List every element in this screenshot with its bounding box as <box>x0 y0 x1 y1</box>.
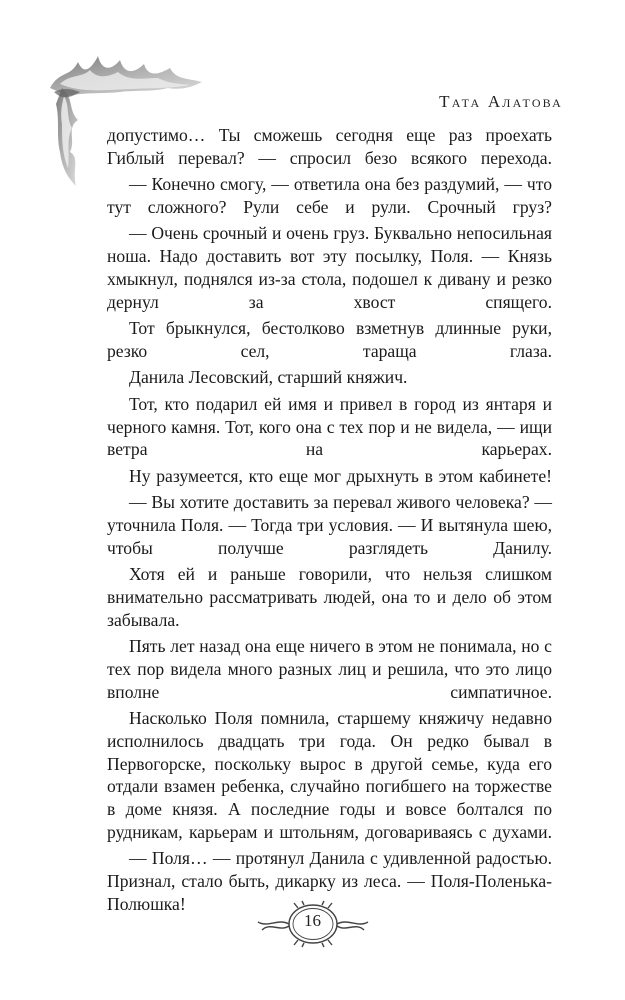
paragraph: Хотя ей и раньше говорили, что нельзя слишком внимательно рассматривать людей, она то и дело об этом забывала. <box>107 564 552 630</box>
paragraph: допустимо… Ты сможешь сегодня еще раз проехать Гиблый перевал? — спросил безо всякого перехода. <box>107 125 552 168</box>
paragraph: — Поля… — протянул Данила с удивленной радостью. Признал, стало быть, дикарку из леса. — Поля-Поленька-Полюшка! <box>107 848 552 915</box>
paragraph: — Очень срочный и очень груз. Буквально непосильная ноша. Надо доставить вот эту посылку, Поля. — Князь хмыкнул, поднялся из-за стола, подошел к дивану и резко дернул за хвост спящего. <box>107 223 552 312</box>
paragraph: Насколько Поля помнила, старшему княжичу недавно исполнилось двадцать три года. Он редко бывал в Первогорске, поскольку вырос в другой семье, куда его отдали взамен ребенка, случайно погибшего на торжестве в доме князя. А последние годы и вовсе болтался по рудникам, карьерам и штольням, договариваясь с духами. <box>107 708 552 843</box>
running-head: Тата Алатова <box>439 92 563 111</box>
paragraph: — Вы хотите доставить за перевал живого человека? — уточнила Поля. — Тогда три условия. — И вытянула шею, чтобы получше разглядеть Данилу. <box>107 492 552 558</box>
paragraph: Пять лет назад она еще ничего в этом не понимала, но с тех пор видела много разных лиц и решила, что это лицо вполне симпатичное. <box>107 636 552 702</box>
paragraph: Тот, кто подарил ей имя и привел в город из янтаря и черного камня. Тот, кого она с тех пор и не видела, — ищи ветра на карьерах. <box>107 393 552 460</box>
paragraph: Тот брыкнулся, бестолково взметнув длинные руки, резко сел, таращa глаза. <box>107 318 552 361</box>
page-number-ornament <box>238 900 388 948</box>
paragraph: Ну разумеется, кто еще мог дрыхнуть в этом кабинете! <box>129 465 552 486</box>
paragraph: — Конечно смогу, — ответила она без раздумий, — что тут сложного? Рули себе и рули. Срочный груз? <box>107 174 552 217</box>
paragraph: Данила Лесовский, старший княжич. <box>129 367 408 388</box>
page-number: 16 <box>304 911 321 930</box>
body-text <box>107 124 552 919</box>
